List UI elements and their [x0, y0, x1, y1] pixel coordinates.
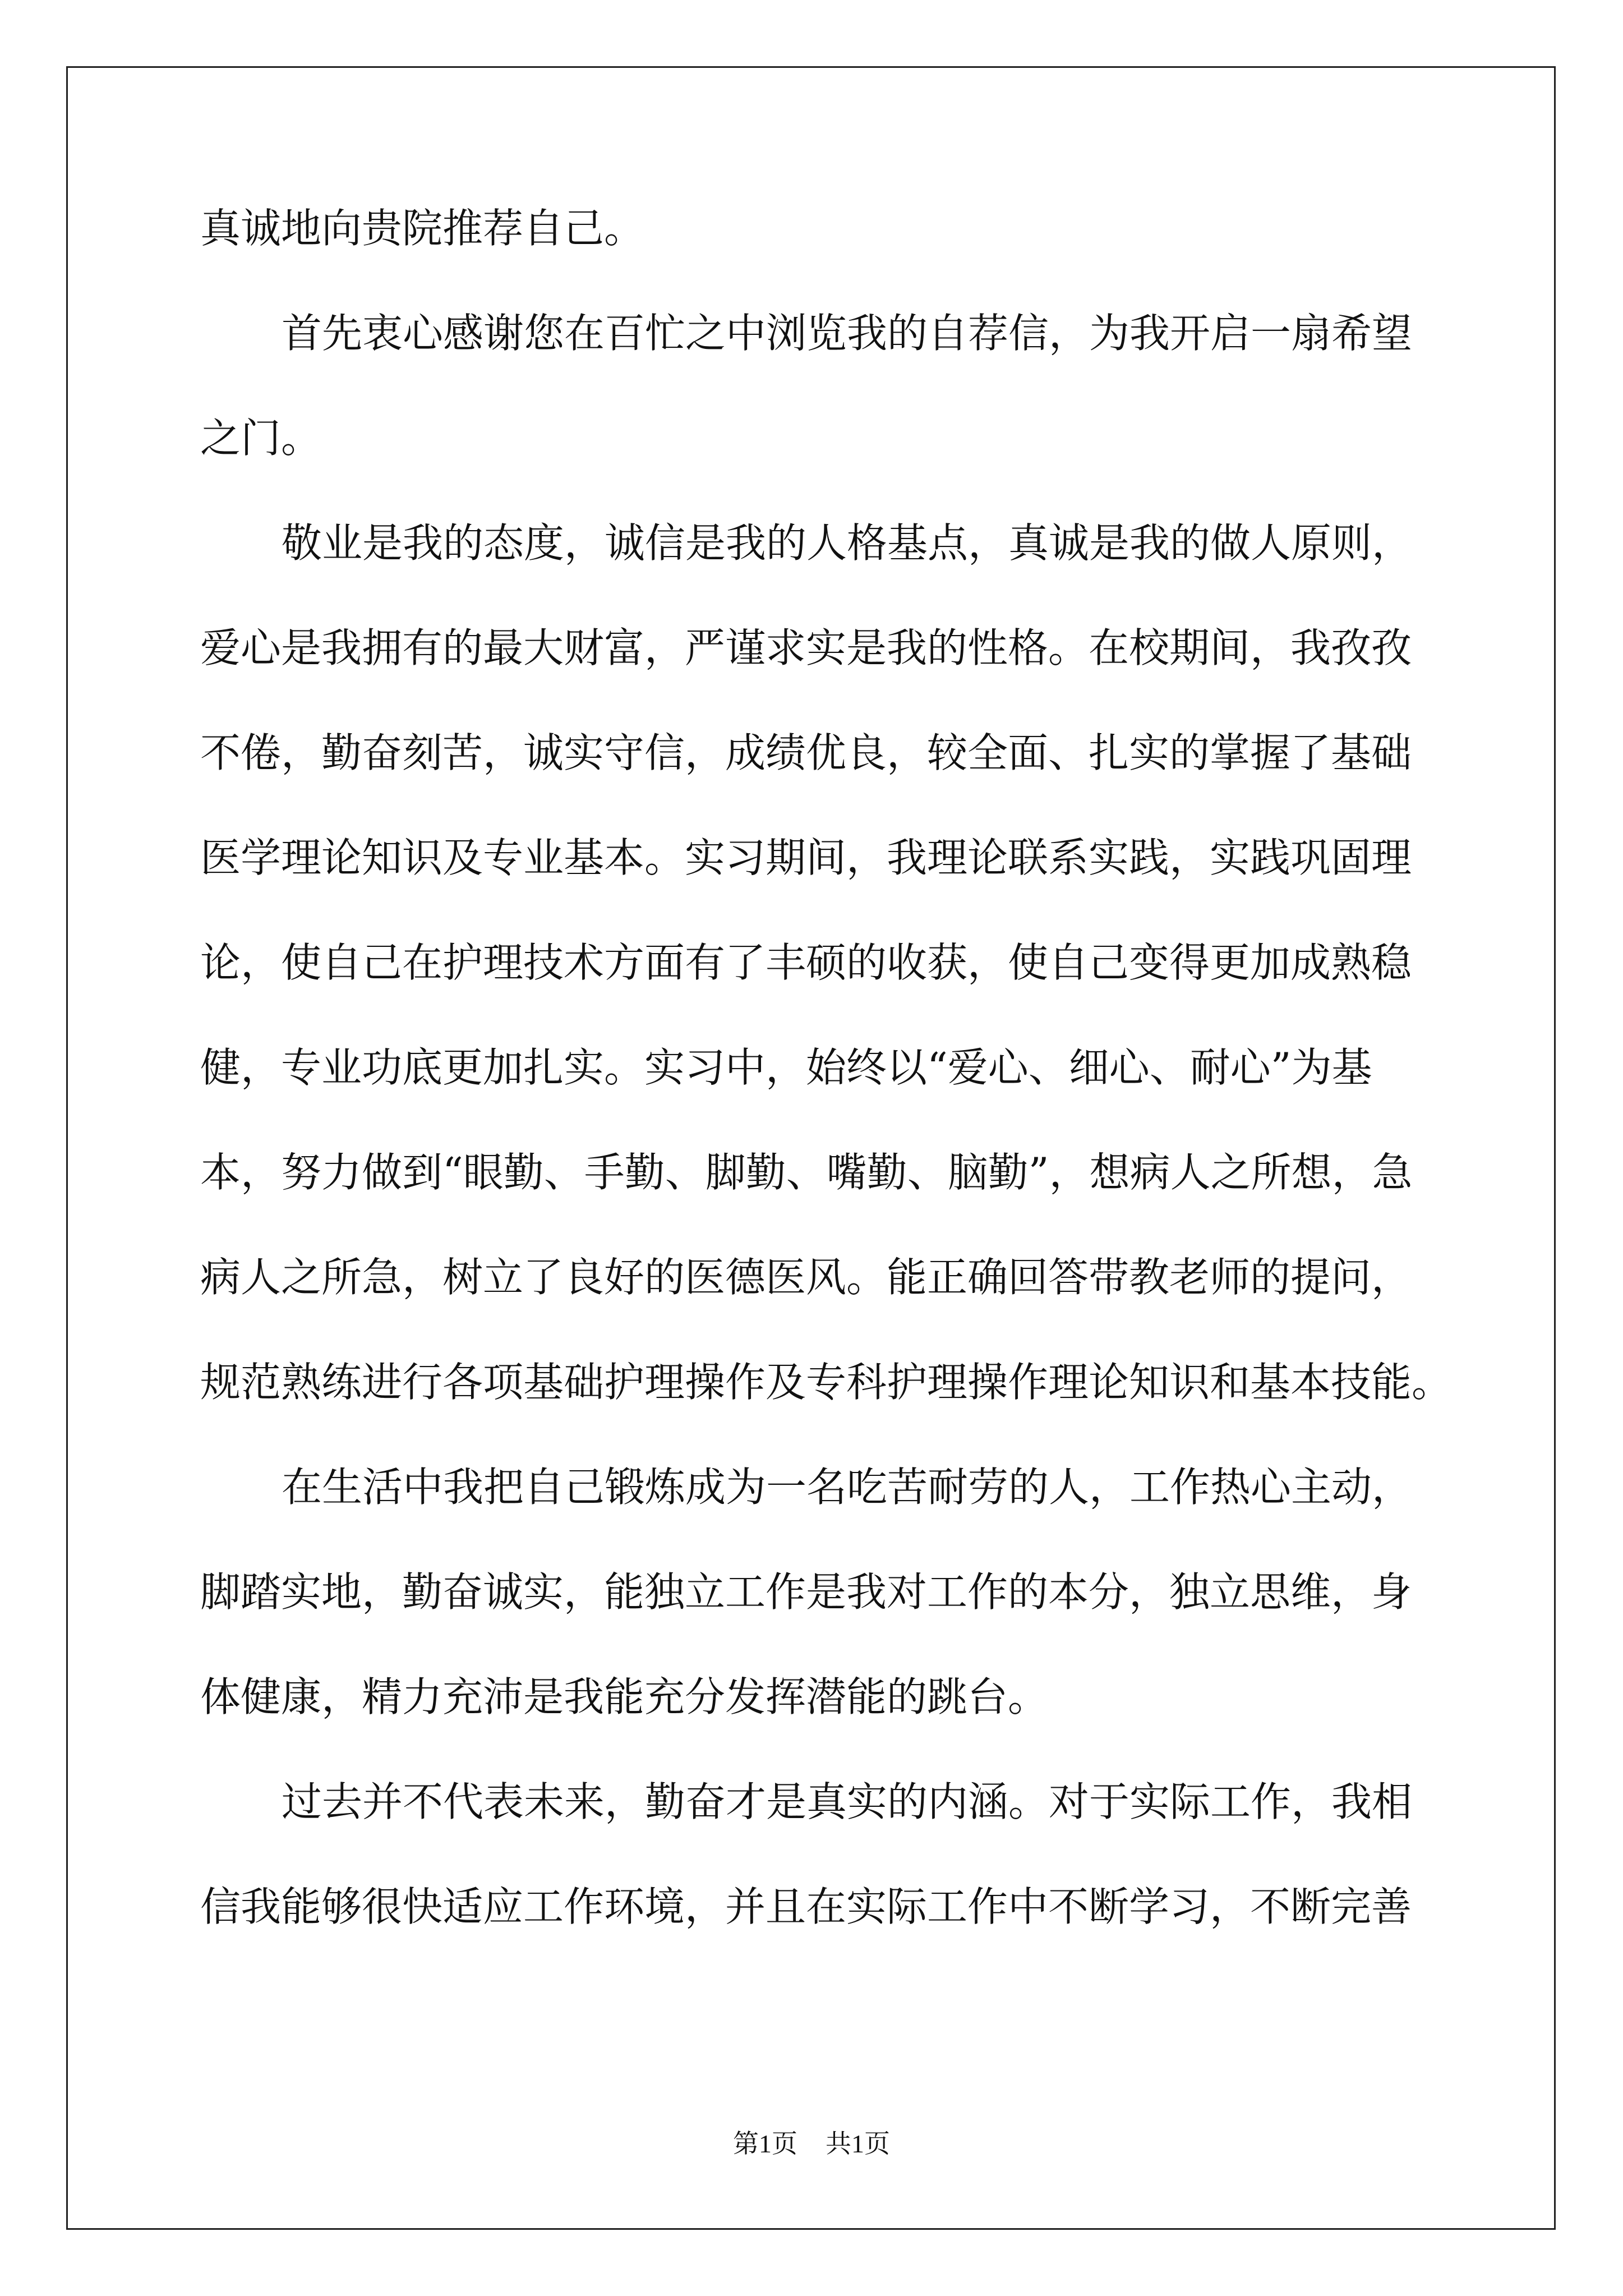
page-number: 第1页 [733, 2129, 797, 2158]
text-line: 不倦，勤奋刻苦，诚实守信，成绩优良，较全面、扎实的掌握了基础 [200, 729, 1412, 776]
text-line: 之门。 [200, 415, 322, 462]
text-line: 规范熟练进行各项基础护理操作及专科护理操作理论知识和基本技能。 [200, 1359, 1453, 1406]
document-body [200, 205, 1453, 1991]
text-line: 病人之所急，树立了良好的医德医风。能正确回答带教老师的提问， [200, 1254, 1412, 1301]
page-total: 共1页 [826, 2129, 890, 2158]
text-line: 论，使自己在护理技术方面有了丰硕的收获，使自己变得更加成熟稳 [200, 939, 1412, 986]
text-line: 过去并不代表未来，勤奋才是真实的内涵。对于实际工作，我相 [282, 1778, 1413, 1825]
text-line: 信我能够很快适应工作环境，并且在实际工作中不断学习，不断完善 [200, 1883, 1412, 1930]
text-line: 健，专业功底更加扎实。实习中，始终以“爱心、细心、耐心”为基 [200, 1044, 1372, 1091]
page-footer [0, 2130, 1623, 2158]
text-line: 脚踏实地，勤奋诚实，能独立工作是我对工作的本分，独立思维，身 [200, 1568, 1412, 1616]
text-line: 在生活中我把自己锻炼成为一名吃苦耐劳的人，工作热心主动， [282, 1464, 1413, 1511]
text-line: 爱心是我拥有的最大财富，严谨求实是我的性格。在校期间，我孜孜 [200, 624, 1412, 671]
text-line: 敬业是我的态度，诚信是我的人格基点，真诚是我的做人原则， [282, 519, 1413, 567]
text-line: 真诚地向贵院推荐自己。 [200, 205, 645, 252]
text-line: 首先衷心感谢您在百忙之中浏览我的自荐信，为我开启一扇希望 [282, 310, 1413, 357]
text-line: 本，努力做到“眼勤、手勤、脚勤、嘴勤、脑勤”，想病人之所想，急 [200, 1149, 1413, 1196]
text-line: 医学理论知识及专业基本。实习期间，我理论联系实践，实践巩固理 [200, 834, 1412, 881]
text-line: 体健康，精力充沛是我能充分发挥潜能的跳台。 [200, 1673, 1049, 1720]
